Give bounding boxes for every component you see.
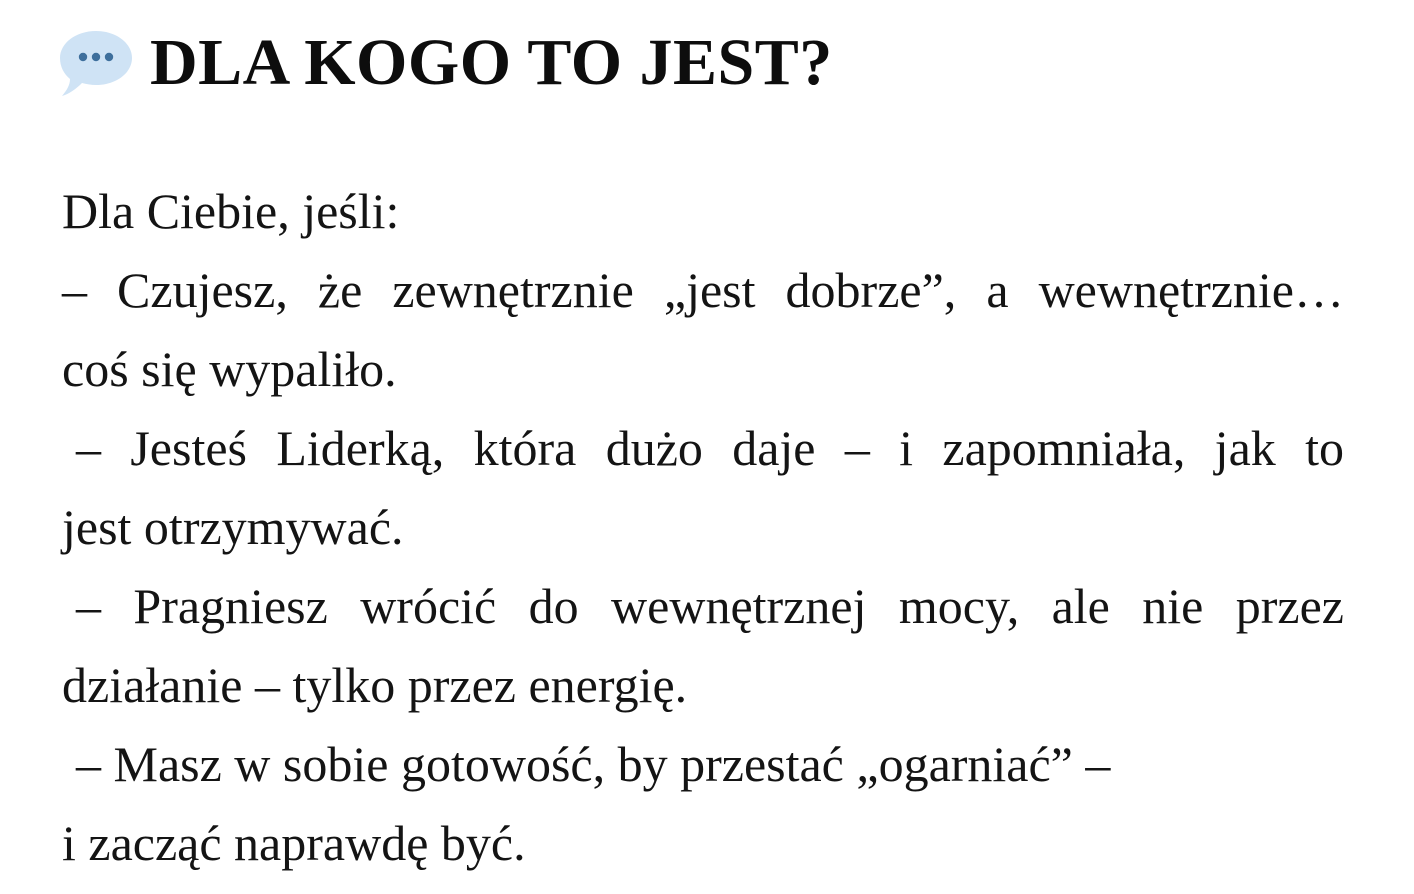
list-item-line: – Pragniesz wrócić do wewnętrznej mocy, ale nie przez bbox=[76, 578, 1344, 634]
list-item-line: – Czujesz, że zewnętrznie „jest dobrze”, a wewnętrznie… bbox=[62, 262, 1344, 318]
list-item-line: – Masz w sobie gotowość, by przestać „ogarniać” – bbox=[76, 736, 1111, 792]
intro-line: Dla Ciebie, jeśli: bbox=[62, 183, 400, 239]
list-item-line: i zacząć naprawdę być. bbox=[62, 815, 526, 871]
section-heading bbox=[58, 18, 833, 108]
speech-bubble-icon bbox=[58, 27, 134, 99]
list-item-line: coś się wypaliło. bbox=[62, 341, 397, 397]
page-title: DLA KOGO TO JEST? bbox=[150, 26, 833, 99]
list-item-line: jest otrzymywać. bbox=[62, 499, 404, 555]
list-item-line: – Jesteś Liderką, która dużo daje – i zapomniała, jak to bbox=[76, 420, 1344, 476]
list-item-line: działanie – tylko przez energię. bbox=[62, 657, 688, 713]
body-paragraph bbox=[62, 172, 1344, 883]
